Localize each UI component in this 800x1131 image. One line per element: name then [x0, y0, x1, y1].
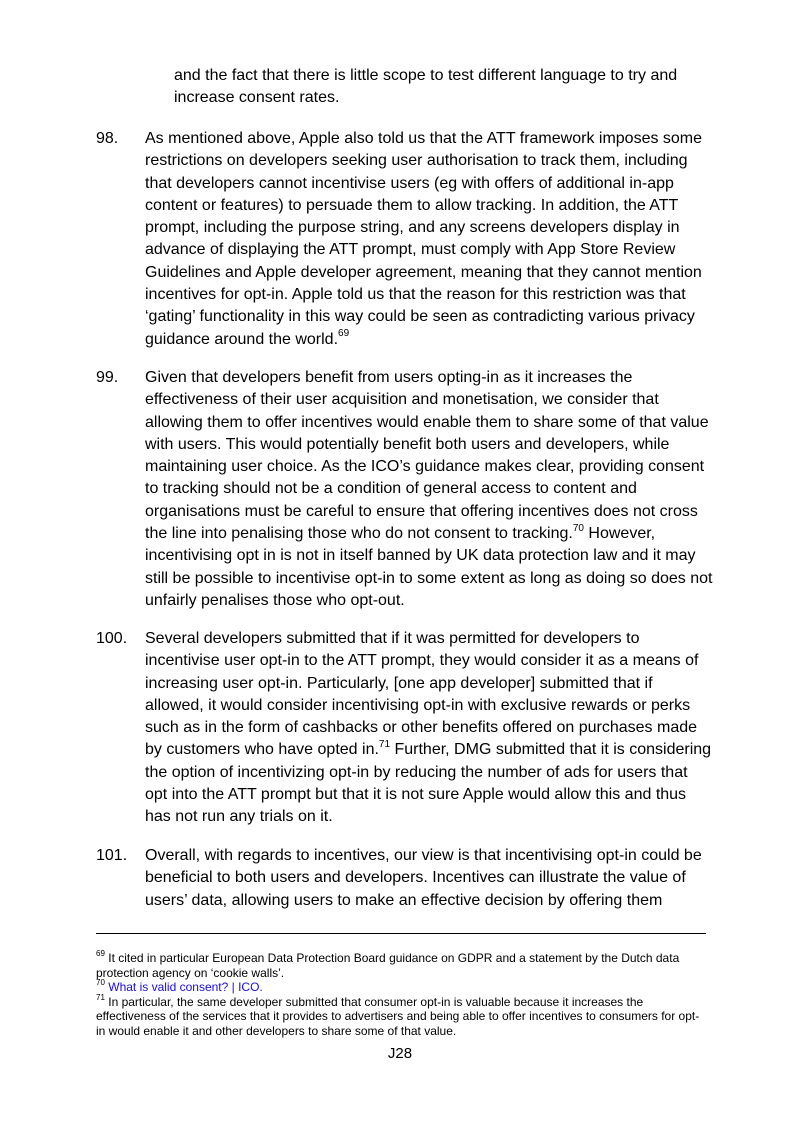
footnote-70 [96, 980, 706, 995]
paragraph-body-continued: Further, DMG submitted that it is considering the option of incentivizing opt-in by reducing the number of ads for users that opt into the ATT prompt but that it is not sure Apple would allow this and thus has not run any trials on it. [145, 741, 712, 826]
footnote-text: In particular, the same developer submitted that consumer opt-in is valuable because it increases the effectiveness of the services that it provides to advertisers and being able to offer incentives to consumers for opt-in would enable it and other developers to share some of that value. [96, 994, 700, 1038]
paragraph-text [145, 628, 713, 829]
paragraph-101 [96, 845, 716, 912]
footnote-71 [96, 992, 706, 1039]
footnote-text: It cited in particular European Data Protection Board guidance on GDPR and a statement by the Dutch data protection agency on ‘cookie walls’. [96, 951, 680, 980]
continued-paragraph [174, 65, 714, 110]
paragraph-body: Overall, with regards to incentives, our view is that incentivising opt-in could be beneficial to both users and developers. Incentives can illustrate the value of users’ data, allowing users to make an effective decision by offering them [145, 847, 702, 909]
paragraph-number: 100. [96, 630, 128, 647]
footnote-number: 70 [96, 978, 105, 988]
paragraph-98 [96, 128, 716, 351]
paragraph-99 [96, 367, 716, 612]
footnote-divider [96, 933, 706, 934]
paragraph-text [145, 845, 713, 912]
paragraph-100 [96, 628, 716, 829]
paragraph-body: Given that developers benefit from users opting-in as it increases the effectiveness of their user acquisition and monetisation, we consider that allowing them to offer incentives would enable them to share some of that value with users. This would potentially benefit both users and developers, while maintaining user choice. As the ICO’s guidance makes clear, providing consent to tracking should not be a condition of general access to content and organisations must be careful to ensure that offering incentives does not cross the line into penalising those who do not consent to tracking. [145, 369, 709, 543]
footnotes-section [96, 951, 706, 1039]
paragraph-body: Several developers submitted that if it was permitted for developers to incentivise user opt-in to the ATT prompt, they would consider it as a means of increasing user opt-in. Particularly, [one app developer] submitted that if allowed, it would consider incentivising opt-in with exclusive rewards or perks such as in the form of cashbacks or other benefits offered on purchases made by customers who have opted in. [145, 630, 699, 759]
paragraph-body: As mentioned above, Apple also told us that the ATT framework imposes some restrictions on developers seeking user authorisation to track them, including that developers cannot incentivise users (eg with offers of additional in-app content or features) to persuade them to allow tracking. In addition, the ATT prompt, including the purpose string, and any screens developers display in advance of displaying the ATT prompt, must comply with App Store Review Guidelines and Apple developer agreement, meaning that they cannot mention incentives for opt-in. Apple told us that the reason for this restriction was that ‘gating’ functionality in this way could be seen as contradicting various privacy guidance around the world. [145, 130, 703, 348]
paragraph-body-continued: However, incentivising opt in is not in itself banned by UK data protection law and it may still be possible to incentivise opt-in to some extent as long as doing so does not unfairly penalises those who opt-out. [145, 525, 713, 609]
footnote-number: 69 [96, 949, 105, 958]
footnote-reference[interactable]: 71 [378, 739, 391, 751]
paragraph-number: 98. [96, 130, 119, 147]
paragraph-number: 101. [96, 847, 128, 864]
paragraph-text [145, 367, 713, 612]
footnote-reference[interactable]: 70 [572, 522, 584, 534]
footnote-69 [96, 951, 706, 980]
paragraph-number: 99. [96, 369, 119, 386]
footnote-reference[interactable]: 69 [338, 328, 350, 340]
footnote-number: 71 [96, 992, 105, 1002]
footnote-link[interactable]: What is valid consent? | ICO. [108, 980, 263, 995]
continued-paragraph-text: and the fact that there is little scope to test different language to try and increase consent rates. [174, 67, 678, 107]
paragraph-text [145, 128, 713, 351]
page-number: J28 [387, 1045, 413, 1062]
